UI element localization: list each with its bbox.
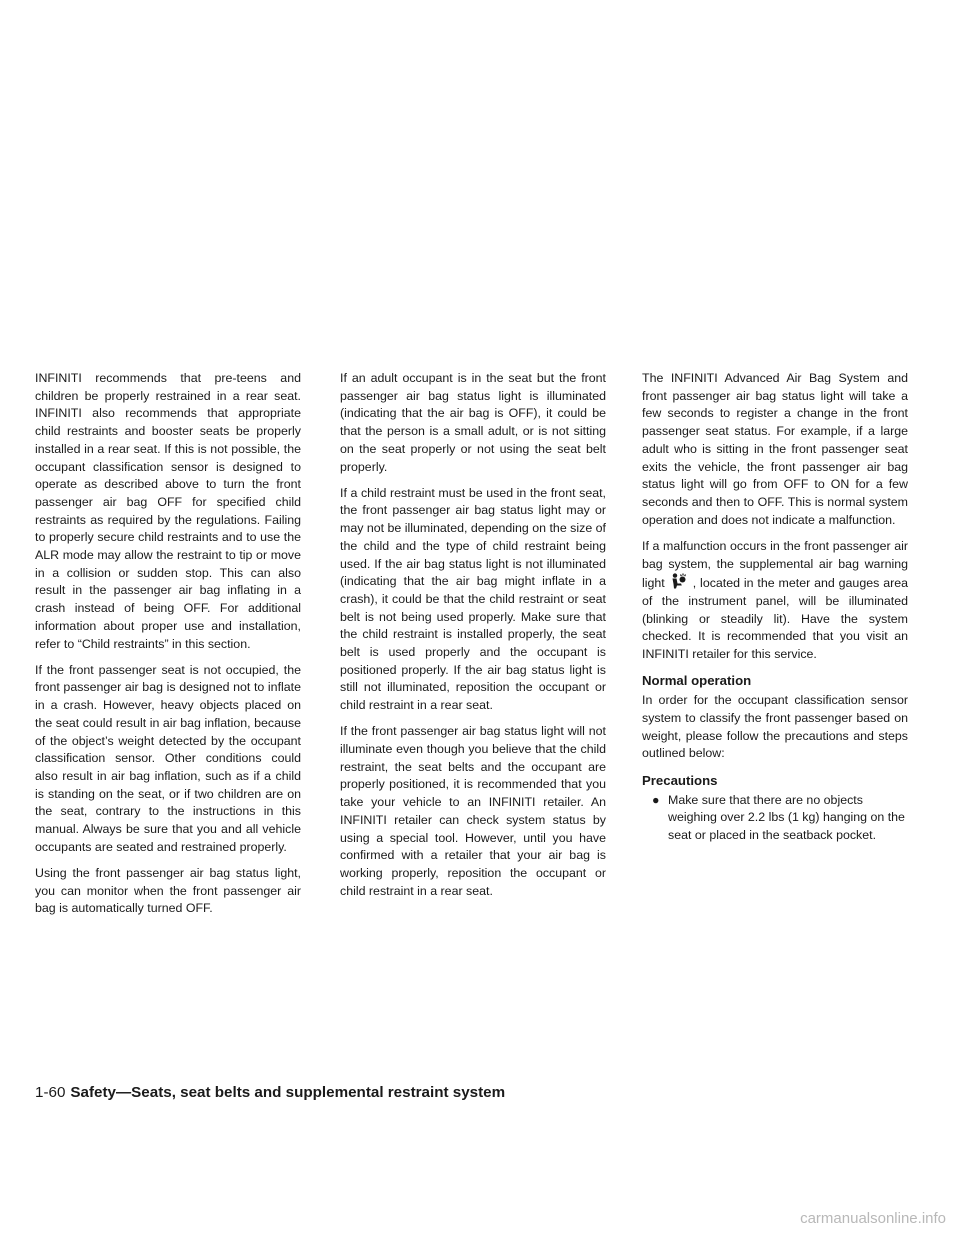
paragraph-system-delay: The INFINITI Advanced Air Bag System and front passenger air bag status light will take a few seconds to register a change in the front passenger seat status. For example, if a large adult who is sitting in the front passenger seat exits the vehicle, the front passenger air bag status light will go from OFF to ON for a few seconds and then to OFF. This is normal system operation and does not indicate a malfunction. [642,371,908,527]
paragraph-child-restraint-front-seat: If a child restraint must be used in the front seat, the front passenger air bag status light may or may not be illuminated, depending on the size of the child and the type of child restraint being used. If the air bag status light is not illuminated (indicating that the air bag might inflate in a crash), it could be that the child restraint or seat belt is not being used properly. Make sure that the child restraint is installed properly, the seat belt is used properly and the occupant is positioned properly. If the air bag status light is still not illuminated, reposition the occupant or child restraint in a rear seat. [340,485,606,713]
heading-precautions: Precautions [642,772,718,788]
section-title: Safety—Seats, seat belts and supplemental restraint system [70,1084,506,1101]
paragraph-status-light-not-illuminated: If the front passenger air bag status light will not illuminate even though you believe that the child restraint, the seat belts and the occupant are properly positioned, it is recommended that you take your vehicle to an INFINITI retailer. An INFINITI retailer can check system status by using a special tool. However, until you have confirmed with a retailer that your air bag is working properly, reposition the occupant or child restraint in a rear seat. [340,724,606,898]
paragraph-adult-occupant: If an adult occupant is in the seat but the front passenger air bag status light is illuminated (indicating that the air bag is OFF), it could be that the person is a small adult, or is not sitting on the seat properly or not using the seat belt properly. [340,371,606,474]
bullet-icon: ● [652,792,660,807]
paragraph-status-light-monitor: Using the front passenger air bag status light, you can monitor when the front passenger air bag is automatically turned OFF. [35,865,301,916]
text-column-2 [340,370,606,909]
paragraph-child-restraint-recommendation: INFINITI recommends that pre-teens and children be properly restrained in a rear seat. INFINITI also recommends that appropriate child restraints and booster seats be properly installed in a rear seat. If this is not possible, the occupant classification sensor is designed to operate as described above to turn the front passenger air bag OFF for specified child restraints as required by the regulations. Failing to properly secure child restraints and to use the ALR mode may allow the restraint to tip or move in a collision or sudden stop. This can also result in the passenger air bag inflating in a crash instead of being OFF. For additional information about proper use and installation, refer to “Child restraints” in this section. [35,371,301,651]
paragraph-normal-operation: In order for the occupant classification sensor system to classify the front passenger based on weight, please follow the precautions and steps outlined below: [642,693,908,761]
text-column-3 [642,370,908,845]
airbag-warning-icon [669,573,687,589]
text-column-1 [35,370,301,927]
page-footer [35,1083,505,1103]
malfunction-text-start: If a malfunction occurs in the front passenger air bag system, the supplemental air bag warning light [642,538,908,591]
paragraph-malfunction [642,538,908,664]
paragraph-unoccupied-seat: If the front passenger seat is not occupied, the front passenger air bag is designed not to inflate in a crash. However, heavy objects placed on the seat could result in air bag inflation, because of the object’s weight detected by the occupant classification sensor. Other conditions could also result in air bag inflation, such as if a child is standing on the seat, or if two children are on the seat, contrary to the instructions in this manual. Always be sure that you and all vehicle occupants are seated and restrained properly. [35,662,301,854]
heading-normal-operation: Normal operation [642,673,752,689]
watermark: carmanualsonline.info [800,1210,946,1227]
malfunction-text-end: , located in the meter and gauges area of the instrument panel, will be illuminated (blinking or steadily lit). Have the system checked. It is recommended that you visit an INFINITI retailer for this service. [642,576,908,662]
precaution-text: Make sure that there are no objects weighing over 2.2 lbs (1 kg) hanging on the seat or placed in the seatback pocket. [668,792,905,842]
page-number: 1-60 [35,1084,66,1101]
precaution-list-item [652,792,908,845]
